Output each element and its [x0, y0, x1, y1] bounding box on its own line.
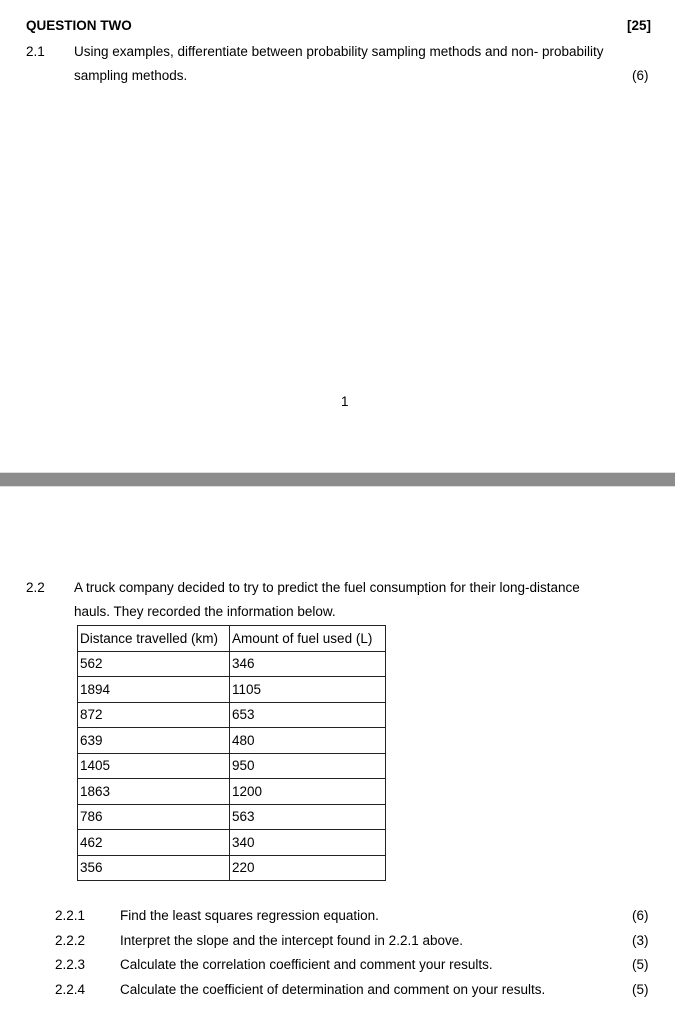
- question-title: QUESTION TWO: [26, 18, 132, 33]
- fuel-cell: 653: [230, 702, 386, 728]
- table-row: [78, 702, 386, 728]
- sub-question-marks: (3): [632, 932, 649, 948]
- table-row: [78, 651, 386, 677]
- sub-question-marks: (5): [632, 981, 649, 997]
- fuel-cell: 220: [230, 855, 386, 881]
- q21-text-line2: sampling methods.: [74, 68, 188, 83]
- sub-question-number: 2.2.3: [55, 957, 86, 972]
- page-break-divider: [0, 472, 675, 487]
- fuel-cell: 346: [230, 651, 386, 677]
- distance-cell: 1863: [78, 779, 230, 805]
- distance-cell: 562: [78, 651, 230, 677]
- question-marks: [25]: [627, 18, 652, 33]
- distance-cell: 872: [78, 702, 230, 728]
- q22-text-line1: A truck company decided to try to predict the fuel consumption for their long-distance: [74, 580, 580, 595]
- table-row: [78, 677, 386, 703]
- fuel-cell: 563: [230, 804, 386, 830]
- distance-cell: 462: [78, 830, 230, 856]
- table-row: [78, 855, 386, 881]
- table-row: [78, 753, 386, 779]
- q22-text-line2: hauls. They recorded the information below.: [74, 604, 336, 619]
- distance-cell: 1894: [78, 677, 230, 703]
- sub-question-number: 2.2.2: [55, 932, 86, 948]
- fuel-cell: 1105: [230, 677, 386, 703]
- q21-marks: (6): [632, 68, 649, 83]
- page-number: 1: [341, 394, 349, 409]
- table-row: [78, 779, 386, 805]
- distance-cell: 1405: [78, 753, 230, 779]
- sub-question-number: 2.2.4: [55, 981, 86, 997]
- fuel-cell: 480: [230, 728, 386, 754]
- sub-question-marks: (5): [632, 957, 649, 972]
- sub-question-text: Calculate the coefficient of determination and comment on your results.: [120, 981, 546, 997]
- sub-question-number: 2.2.1: [55, 908, 86, 923]
- table-header: [78, 626, 386, 652]
- q21-number: 2.1: [26, 44, 45, 59]
- data-table: [77, 625, 386, 881]
- sub-question-text: Interpret the slope and the intercept found in 2.2.1 above.: [120, 932, 463, 948]
- fuel-cell: 340: [230, 830, 386, 856]
- table-row: [78, 728, 386, 754]
- q22-number: 2.2: [26, 580, 45, 595]
- distance-cell: 356: [78, 855, 230, 881]
- table-row: [78, 804, 386, 830]
- distance-cell: 786: [78, 804, 230, 830]
- fuel-cell: 950: [230, 753, 386, 779]
- header-fuel: Amount of fuel used (L): [230, 626, 386, 652]
- sub-question-text: Calculate the correlation coefficient and comment your results.: [120, 957, 493, 972]
- header-distance: Distance travelled (km): [78, 626, 230, 652]
- table-row: [78, 830, 386, 856]
- q21-text-line1: Using examples, differentiate between probability sampling methods and non- probability: [74, 44, 604, 59]
- sub-question-marks: (6): [632, 908, 649, 923]
- fuel-cell: 1200: [230, 779, 386, 805]
- sub-question-text: Find the least squares regression equation.: [120, 908, 379, 923]
- distance-cell: 639: [78, 728, 230, 754]
